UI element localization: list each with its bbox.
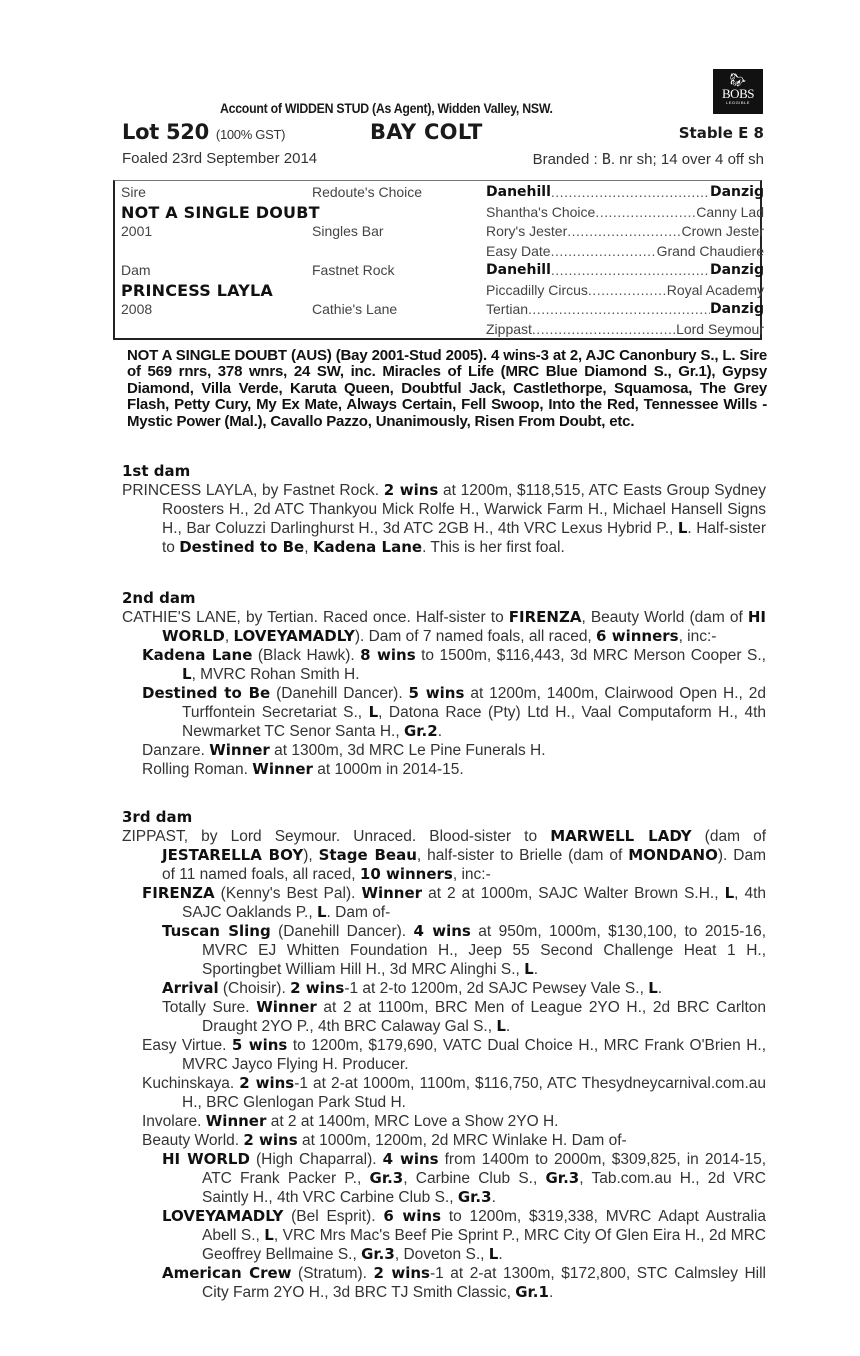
leader-dots bbox=[532, 321, 676, 341]
text: , Tab.com.au H., 2d VRC Saintly H., 4th VRC Carbine Club S., bbox=[202, 1170, 766, 1206]
bold-text: Gr.3 bbox=[369, 1169, 404, 1187]
text: , 4th SAJC Oaklands P., bbox=[182, 885, 766, 921]
bold-text: Winner bbox=[361, 884, 423, 902]
dam-dam: Cathie's Lane bbox=[312, 301, 398, 317]
grandparent-row bbox=[486, 321, 764, 341]
bold-text: 8 wins bbox=[360, 646, 416, 664]
logo-subtext: LEGGIBLE bbox=[726, 100, 750, 105]
text: (dam of bbox=[691, 828, 766, 845]
lot-header bbox=[122, 120, 764, 146]
text: at 1000m, 1200m, 2d MRC Winlake H. Dam of- bbox=[297, 1132, 627, 1149]
text: . bbox=[437, 723, 442, 740]
text: Easy Virtue. bbox=[142, 1037, 232, 1054]
sire-year: 2001 bbox=[121, 223, 153, 239]
grandparent-name: Zippast bbox=[486, 320, 532, 337]
text: Danzare. bbox=[142, 742, 210, 759]
section-body bbox=[122, 481, 766, 557]
text: ZIPPAST, by Lord Seymour. Unraced. Blood-sister to bbox=[122, 828, 551, 845]
text: , inc:- bbox=[452, 866, 491, 883]
lot-label: Lot 520 bbox=[122, 120, 209, 144]
bold-text: 6 winners bbox=[596, 627, 679, 645]
text: , half-sister to Brielle (dam of bbox=[416, 847, 629, 864]
bold-text: Stage Beau bbox=[318, 846, 417, 864]
text: ). Dam of 7 named foals, all raced, bbox=[354, 628, 597, 645]
dam-sire: Fastnet Rock bbox=[312, 262, 395, 278]
bold-text: 2 wins bbox=[243, 1131, 298, 1149]
text: (Danehill Dancer). bbox=[270, 685, 409, 702]
bold-text: Destined to Be bbox=[179, 538, 305, 556]
bold-text: L bbox=[724, 884, 735, 902]
horse-jockey-icon: 🐎︎ bbox=[729, 72, 747, 87]
text: at 1300m, 3d MRC Le Pine Funerals H. bbox=[269, 742, 546, 759]
text: at 2 at 1000m, SAJC Walter Brown S.H., bbox=[422, 885, 725, 902]
bold-text: 2 wins bbox=[383, 481, 439, 499]
text: at 1000m in 2014-15. bbox=[312, 761, 464, 778]
grandparent-name: Piccadilly Circus bbox=[486, 281, 588, 298]
sire-sire: Redoute's Choice bbox=[312, 184, 423, 200]
bold-text: L bbox=[496, 1017, 506, 1035]
bold-text: HI WORLD bbox=[162, 1150, 250, 1168]
bold-text: L bbox=[677, 519, 688, 537]
grandparent-name: Rory's Jester bbox=[486, 223, 568, 239]
text: -1 at 2-at 1300m, $172,800, STC Calmsley Hill City Farm 2YO H., 3d BRC TJ Smith Classic, bbox=[202, 1265, 767, 1301]
bold-text: FIRENZA bbox=[508, 608, 582, 626]
bold-text: Gr.2 bbox=[403, 722, 438, 740]
leader-dots bbox=[595, 204, 696, 224]
foaling-row bbox=[122, 150, 764, 170]
pedigree-entry bbox=[122, 979, 766, 998]
text: , Doveton S., bbox=[394, 1246, 489, 1263]
text: , MVRC Rohan Smith H. bbox=[191, 666, 360, 683]
text: , Datona Race (Pty) Ltd H., Vaal Computaform H., 4th Newmarket TC Senor Santa H., bbox=[182, 704, 767, 740]
bold-text: Kadena Lane bbox=[312, 538, 423, 556]
bold-text: 5 wins bbox=[231, 1036, 288, 1054]
stable-location: Stable E 8 bbox=[678, 124, 764, 142]
pedigree-entry bbox=[122, 1131, 766, 1150]
pedigree-entry bbox=[122, 998, 766, 1036]
bold-text: L bbox=[182, 665, 192, 683]
bold-text: Arrival bbox=[162, 979, 219, 997]
text: (Stratum). bbox=[291, 1265, 374, 1282]
grandparent-sire: Lord Seymour bbox=[676, 320, 764, 337]
second-dam-section bbox=[122, 589, 766, 779]
pedigree-entry bbox=[122, 684, 766, 741]
pedigree-entry bbox=[122, 884, 766, 922]
bold-text: MONDANO bbox=[628, 846, 718, 864]
grandparent-name: Danehill bbox=[486, 184, 551, 200]
text: at 1200m, 1400m, Clairwood Open H., 2d Turffontein Secretariat S., bbox=[182, 685, 767, 721]
text: . bbox=[533, 961, 539, 978]
bold-text: Winner bbox=[256, 998, 317, 1016]
bold-text: L bbox=[524, 960, 534, 978]
text: -1 at 2-to 1200m, 2d SAJC Pewsey Vale S., bbox=[344, 980, 649, 997]
text: from 1400m to 2000m, $309,825, in 2014-15, ATC Frank Packer P., bbox=[202, 1151, 767, 1187]
text: Rolling Roman. bbox=[142, 761, 253, 778]
logo-brand: BOBS bbox=[722, 86, 754, 101]
grandparent-name: Shantha's Choice bbox=[486, 203, 596, 220]
text: . Half-sister to bbox=[162, 520, 766, 556]
pedigree-entry bbox=[122, 827, 766, 884]
bold-text: Winner bbox=[209, 741, 270, 759]
section-heading: 2nd dam bbox=[122, 589, 196, 607]
pedigree-table bbox=[113, 180, 762, 340]
text: CATHIE'S LANE, by Tertian. Raced once. Half-sister to bbox=[122, 609, 509, 626]
text: , Carbine Club S., bbox=[403, 1170, 546, 1187]
pedigree-entry bbox=[122, 481, 766, 557]
bold-text: American Crew bbox=[162, 1264, 292, 1282]
text: to 1200m, $179,690, VATC Dual Choice H., MRC Frank O'Brien H., MVRC Jayco Flying H. Producer. bbox=[182, 1037, 766, 1073]
grandparent-row bbox=[486, 301, 764, 321]
text: (Kenny's Best Pal). bbox=[214, 885, 362, 902]
text: , Beauty World (dam of bbox=[581, 609, 748, 626]
bold-text: Gr.3 bbox=[545, 1169, 580, 1187]
gst-note: (100% GST) bbox=[215, 127, 286, 142]
bold-text: Gr.3 bbox=[457, 1188, 492, 1206]
bold-text: 2 wins bbox=[290, 979, 345, 997]
bold-text: 5 wins bbox=[408, 684, 465, 702]
text: , bbox=[224, 628, 234, 645]
bold-text: 2 wins bbox=[373, 1264, 430, 1282]
grandparent-sire: Danzig bbox=[709, 262, 764, 278]
text: at 2 at 1400m, MRC Love a Show 2YO H. bbox=[266, 1113, 559, 1130]
leader-dots bbox=[567, 223, 681, 243]
leader-dots bbox=[588, 282, 667, 302]
grandparent-row bbox=[486, 223, 764, 243]
bold-text: L bbox=[368, 703, 379, 721]
first-dam-section bbox=[122, 462, 766, 557]
text: PRINCESS LAYLA, by Fastnet Rock. bbox=[122, 482, 384, 499]
pedigree-entry bbox=[122, 922, 766, 979]
pedigree-entry bbox=[122, 608, 766, 646]
bold-text: HI WORLD bbox=[162, 608, 767, 645]
text: , bbox=[304, 539, 313, 556]
bold-text: 2 wins bbox=[239, 1074, 295, 1092]
bold-text: JESTARELLA BOY bbox=[162, 846, 304, 864]
grandparent-sire: Danzig bbox=[709, 184, 764, 200]
bold-text: LOVEYAMADLY bbox=[233, 627, 355, 645]
bold-text: FIRENZA bbox=[142, 884, 215, 902]
leader-dots bbox=[551, 243, 657, 263]
grandparent-name: Danehill bbox=[486, 262, 551, 278]
bold-text: LOVEYAMADLY bbox=[162, 1207, 284, 1225]
bold-text: 10 winners bbox=[359, 865, 453, 883]
brand-info bbox=[533, 150, 764, 168]
sire-name: NOT A SINGLE DOUBT bbox=[121, 203, 320, 222]
grandparent-row bbox=[486, 184, 764, 204]
bold-text: 4 wins bbox=[413, 922, 471, 940]
horse-description: BAY COLT bbox=[370, 120, 483, 144]
text: to 1500m, $116,443, 3d MRC Merson Cooper S., bbox=[415, 647, 766, 664]
text: , inc:- bbox=[678, 628, 717, 645]
text: ), bbox=[303, 847, 319, 864]
pedigree-entry bbox=[122, 1036, 766, 1074]
text: (Danehill Dancer). bbox=[270, 923, 414, 940]
leader-dots bbox=[551, 262, 710, 282]
grandparent-row bbox=[486, 282, 764, 302]
text: , VRC Mrs Mac's Beef Pie Sprint P., MRC City Of Glen Eira H., 2d MRC Geoffrey Bellmaine S., bbox=[202, 1227, 766, 1263]
text: . bbox=[548, 1284, 554, 1301]
bold-text: Winner bbox=[252, 760, 313, 778]
bold-text: Gr.3 bbox=[361, 1245, 395, 1263]
sire-dam: Singles Bar bbox=[312, 223, 384, 239]
section-heading: 1st dam bbox=[122, 462, 191, 480]
pedigree-entry bbox=[122, 646, 766, 684]
pedigree-entry bbox=[122, 1150, 766, 1207]
text: . Dam of- bbox=[326, 904, 391, 921]
grandparent-sire: Grand Chaudiere bbox=[656, 242, 764, 259]
grandparent-sire: Royal Academy bbox=[666, 281, 764, 298]
text: Beauty World. bbox=[142, 1132, 244, 1149]
bold-text: L bbox=[316, 903, 327, 921]
pedigree-entry bbox=[122, 1207, 766, 1264]
third-dam-section bbox=[122, 808, 766, 1302]
leader-dots bbox=[528, 301, 710, 321]
grandparent-sire: Canny Lad bbox=[696, 203, 764, 220]
section-body bbox=[122, 608, 766, 779]
bold-text: 6 wins bbox=[383, 1207, 442, 1225]
text: (High Chaparral). bbox=[249, 1151, 383, 1168]
bobs-logo bbox=[713, 69, 763, 114]
pedigree-entry bbox=[122, 1264, 766, 1302]
text: to 1200m, $319,338, MVRC Adapt Australia Abell S., bbox=[202, 1208, 766, 1244]
pedigree-entry bbox=[122, 1112, 766, 1131]
bold-text: L bbox=[264, 1226, 274, 1244]
text: Kuchinskaya. bbox=[142, 1075, 240, 1092]
text: (Bel Esprit). bbox=[283, 1208, 384, 1225]
grandparent-sire: Danzig bbox=[709, 301, 764, 317]
text: at 2 at 1100m, BRC Men of League 2YO H., 2d BRC Carlton Draught 2YO P., 4th BRC Calaway Gal S., bbox=[202, 999, 766, 1035]
brand-mark-icon: B bbox=[601, 150, 611, 168]
grandparent-row bbox=[486, 243, 764, 263]
bold-text: Destined to Be bbox=[142, 684, 271, 702]
bold-text: Gr.1 bbox=[515, 1283, 549, 1301]
text: . bbox=[491, 1189, 496, 1206]
bold-text: L bbox=[648, 979, 658, 997]
section-heading: 3rd dam bbox=[122, 808, 193, 826]
bold-text: Tuscan Sling bbox=[162, 922, 271, 940]
vendor-account: Account of WIDDEN STUD (As Agent), Widden Valley, NSW. bbox=[220, 100, 553, 116]
bold-text: 4 wins bbox=[382, 1150, 439, 1168]
grandparent-row bbox=[486, 204, 764, 224]
bold-text: Winner bbox=[205, 1112, 267, 1130]
text: . This is her first foal. bbox=[422, 539, 565, 556]
bold-text: Kadena Lane bbox=[142, 646, 253, 664]
grandparent-name: Easy Date bbox=[486, 242, 551, 259]
branded-detail: . nr sh; 14 over 4 off sh bbox=[610, 151, 764, 168]
text: (Black Hawk). bbox=[252, 647, 361, 664]
text: Involare. bbox=[142, 1113, 206, 1130]
pedigree-entry bbox=[122, 760, 766, 779]
text: ). Dam of 11 named foals, all raced, bbox=[162, 847, 766, 883]
bold-text: L bbox=[488, 1245, 499, 1263]
branded-label: Branded : bbox=[532, 151, 598, 168]
dam-label: Dam bbox=[121, 262, 151, 278]
pedigree-entry bbox=[122, 741, 766, 760]
text: at 950m, 1000m, $130,100, to 2015-16, MVRC EJ Whitten Foundation H., Jeep 55 Second Challenge Heat 1 H., Sportingbet William Hill H., 3d MRC Alinghi S., bbox=[202, 923, 767, 978]
text: . bbox=[657, 980, 663, 997]
sire-label: Sire bbox=[121, 184, 146, 200]
grandparent-sire: Crown Jester bbox=[681, 223, 764, 239]
text: . bbox=[505, 1018, 511, 1035]
grandparent-name: Tertian bbox=[486, 301, 529, 317]
text: (Choisir). bbox=[218, 980, 291, 997]
text: . bbox=[498, 1246, 503, 1263]
dam-year: 2008 bbox=[121, 301, 153, 317]
grandparent-row bbox=[486, 262, 764, 282]
dam-name: PRINCESS LAYLA bbox=[121, 281, 273, 300]
sire-summary: NOT A SINGLE DOUBT (AUS) (Bay 2001-Stud 2005). 4 wins-3 at 2, AJC Canonbury S., L. Sire of 569 rnrs, 378 wnrs, 24 SW, inc. Miracles of Life (MRC Blue Diamond S., Gr.1), Gypsy Diamond, Villa Verde, Karuta Queen, Doubtful Jack, Castlethorpe, Squamosa, The Grey Flash, Petty Cury, My Ex Mate, Always Certain, Fell Swoop, Into the Red, Tennessee Wills - Mystic Power (Mal.), Cavallo Pazzo, Unanimously, Risen From Doubt, etc. bbox=[127, 347, 767, 430]
bold-text: MARWELL LADY bbox=[550, 827, 692, 845]
text: -1 at 2-at 1000m, 1100m, $116,750, ATC Thesydneycarnival.com.au H., BRC Glenlogan Park Stud H. bbox=[182, 1075, 767, 1111]
text: at 1200m, $118,515, ATC Easts Group Sydney Roosters H., 2d ATC Thankyou Mick Rolfe H., Warwick Farm H., Michael Hansell Signs H., Bar Coluzzi Darlinghurst H., 3d ATC 2GB H., 4th VRC Lexus Hybrid P., bbox=[162, 482, 767, 537]
section-body bbox=[122, 827, 766, 1302]
lot-number bbox=[122, 120, 285, 144]
foaled-date: Foaled 23rd September 2014 bbox=[122, 150, 318, 167]
leader-dots bbox=[551, 184, 710, 204]
text: Totally Sure. bbox=[162, 999, 257, 1016]
pedigree-entry bbox=[122, 1074, 766, 1112]
